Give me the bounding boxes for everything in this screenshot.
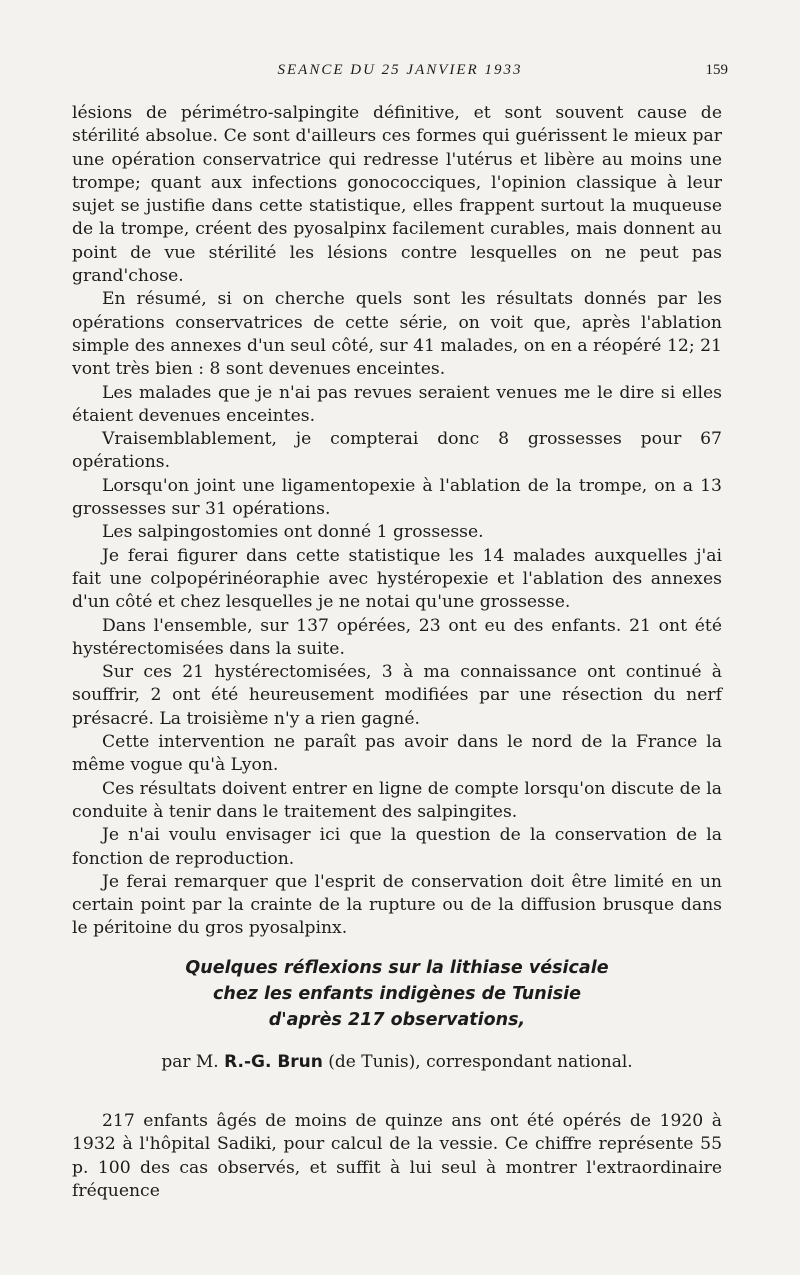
paragraph: Je ferai figurer dans cette statistique les 14 malades auxquelles j'ai fait une colpopérinéoraphie avec hystéropexie et l'ablation des annexes d'un côté et chez lesquelles je ne notai qu'une grossesse. xyxy=(72,545,722,613)
paragraph: Cette intervention ne paraît pas avoir dans le nord de la France la même vogue qu'à Lyon. xyxy=(72,732,722,776)
paragraph: Ces résultats doivent entrer en ligne de compte lorsqu'on discute de la conduite à tenir dans le traitement des salpingites. xyxy=(72,778,722,822)
paragraph: Lorsqu'on joint une ligamentopexie à l'ablation de la trompe, on a 13 grossesses sur 31 opérations. xyxy=(72,475,722,520)
author-name: R.-G. Brun xyxy=(224,1052,323,1072)
byline-prefix: par M. xyxy=(161,1052,219,1072)
paragraph: Sur ces 21 hystérectomisées, 3 à ma connaissance ont continué à souffrir, 2 ont été heureusement modifiées par une résection du nerf présacré. La troisième n'y a rien gagné. xyxy=(72,662,722,729)
paragraph: Dans l'ensemble, sur 137 opérées, 23 ont eu des enfants. 21 ont été hystérectomisées dans la suite. xyxy=(72,615,722,659)
paragraph: lésions de périmétro-salpingite définitive, et sont souvent cause de stérilité absolue. Ce sont d'ailleurs ces formes qui guérissent le mieux par une opération conservatrice qui redresse l'utérus et libère au moins une trompe; quant aux infections gonococciques, l'opinion classique à leur sujet se justifie dans cette statistique, elles frappent surtout la muqueuse de la trompe, créent des pyosalpinx facilement curables, mais donnent au point de vue stérilité les lésions contre lesquelles on ne peut pas grand'chose. xyxy=(72,103,722,287)
article-text xyxy=(72,1110,722,1203)
page-number: 159 xyxy=(705,62,728,78)
paragraph: En résumé, si on cherche quels sont les résultats donnés par les opérations conservatrices de cette série, on voit que, après l'ablation simple des annexes d'un seul côté, sur 41 malades, on en a réopéré 12; 21 vont très bien : 8 sont devenues enceintes. xyxy=(72,289,722,380)
paragraph: Les salpingostomies ont donné 1 grossesse. xyxy=(102,522,484,543)
paragraph: Les malades que je n'ai pas revues seraient venues me le dire si elles étaient devenues enceintes. xyxy=(72,382,722,426)
article-byline xyxy=(72,1052,722,1072)
article-title xyxy=(72,955,722,1033)
previous-article-text xyxy=(72,102,722,941)
article-title-line: chez les enfants indigènes de Tunisie xyxy=(212,984,582,1004)
paragraph: Je n'ai voulu envisager ici que la question de la conservation de la fonction de reproduction. xyxy=(72,825,722,869)
running-title: SEANCE DU 25 JANVIER 1933 xyxy=(277,62,523,78)
page-header xyxy=(72,62,728,86)
paragraph: 217 enfants âgés de moins de quinze ans ont été opérés de 1920 à 1932 à l'hôpital Sadiki, pour calcul de la vessie. Ce chiffre représente 55 p. 100 des cas observés, et suffit à lui seul à montrer l'extraordinaire fréquence xyxy=(72,1111,722,1201)
article-title-line: Quelques réflexions sur la lithiase vésicale xyxy=(185,958,609,978)
byline-suffix: (de Tunis), correspondant national. xyxy=(328,1052,633,1072)
paragraph: Vraisemblablement, je compterai donc 8 grossesses pour 67 opérations. xyxy=(72,429,722,473)
article-title-line: d'après 217 observations, xyxy=(268,1010,526,1030)
paragraph: Je ferai remarquer que l'esprit de conservation doit être limité en un certain point par la crainte de la rupture ou de la diffusion brusque dans le péritoine du gros pyosalpinx. xyxy=(72,871,722,939)
